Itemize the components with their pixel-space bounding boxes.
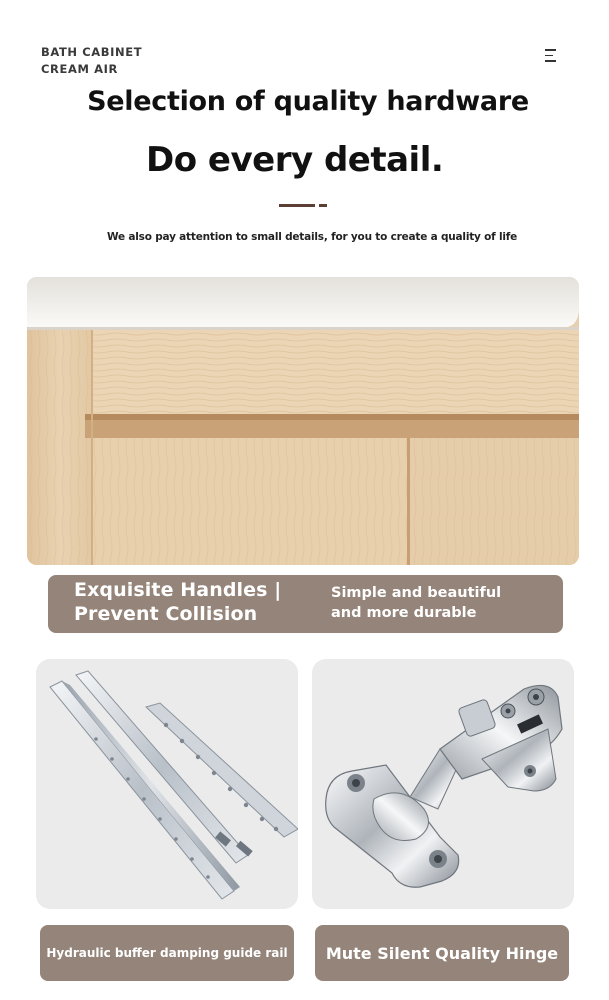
- menu-icon[interactable]: [545, 49, 558, 63]
- banner-description-line-1: Simple and beautiful: [331, 585, 502, 601]
- guide-rail-image: [36, 659, 298, 909]
- wooden-cabinet-image: [27, 277, 579, 565]
- banner-description: [331, 583, 501, 623]
- subtitle: We also pay attention to small details, for you to create a quality of life: [107, 231, 518, 243]
- banner-heading: [74, 578, 281, 626]
- banner-heading-line-2: Prevent Collision: [74, 603, 258, 625]
- banner-heading-line-1: Exquisite Handles |: [74, 579, 282, 601]
- brand-line-1: BATH CABINET: [41, 45, 143, 59]
- feature-banner: [48, 575, 563, 633]
- hinge-image: [312, 659, 574, 909]
- headline: Do every detail.: [146, 140, 444, 180]
- guide-rail-label: Hydraulic buffer damping guide rail: [40, 925, 294, 981]
- banner-description-line-2: and more durable: [331, 605, 477, 621]
- brand-line-2: CREAM AIR: [41, 62, 118, 76]
- brand-logo: [41, 44, 142, 78]
- page-title: Selection of quality hardware: [87, 86, 529, 117]
- hinge-label: Mute Silent Quality Hinge: [315, 925, 569, 981]
